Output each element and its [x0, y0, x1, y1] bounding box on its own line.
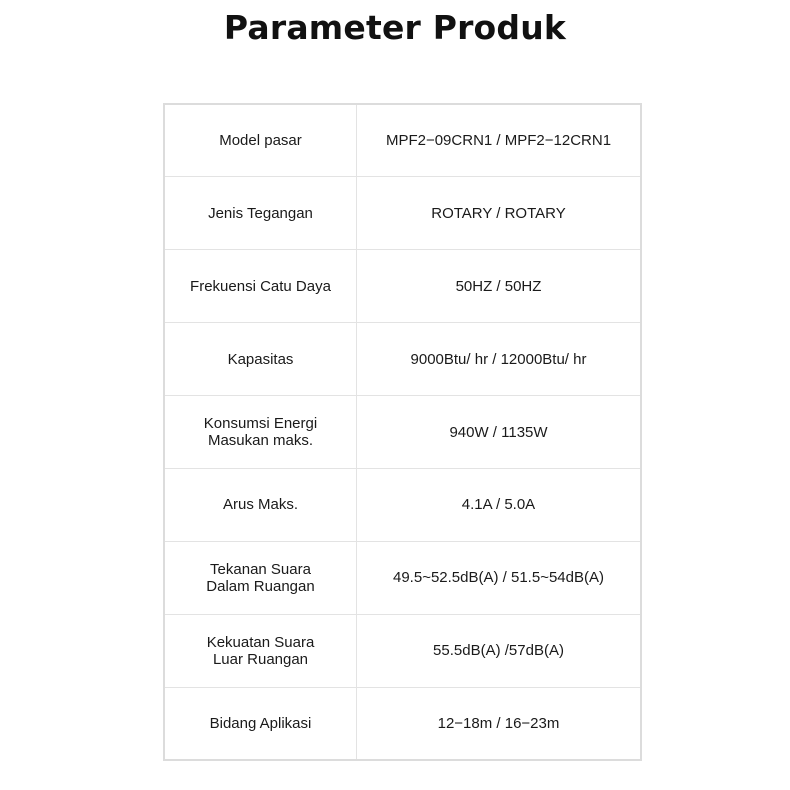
table-row [164, 104, 641, 177]
page-title: Parameter Produk [223, 8, 567, 47]
spec-table [163, 103, 642, 761]
table-row [164, 323, 641, 396]
value-application-area: 12−18m / 16−23m [357, 687, 642, 760]
value-max-current: 4.1A / 5.0A [357, 468, 642, 541]
table-row [164, 396, 641, 469]
label-max-current: Arus Maks. [164, 468, 357, 541]
label-power-consumption: Konsumsi Energi Masukan maks. [164, 396, 357, 469]
table-row [164, 541, 641, 614]
label-outdoor-noise: Kekuatan Suara Luar Ruangan [164, 614, 357, 687]
value-capacity: 9000Btu/ hr / 12000Btu/ hr [357, 323, 642, 396]
label-indoor-noise: Tekanan Suara Dalam Ruangan [164, 541, 357, 614]
table-row [164, 614, 641, 687]
table-row [164, 250, 641, 323]
table-row [164, 468, 641, 541]
value-outdoor-noise: 55.5dB(A) /57dB(A) [357, 614, 642, 687]
value-model: MPF2−09CRN1 / MPF2−12CRN1 [357, 104, 642, 177]
value-voltage-type: ROTARY / ROTARY [357, 177, 642, 250]
table-row [164, 177, 641, 250]
label-frequency: Frekuensi Catu Daya [164, 250, 357, 323]
label-application-area: Bidang Aplikasi [164, 687, 357, 760]
value-frequency: 50HZ / 50HZ [357, 250, 642, 323]
table-row [164, 687, 641, 760]
value-indoor-noise: 49.5~52.5dB(A) / 51.5~54dB(A) [357, 541, 642, 614]
value-power-consumption: 940W / 1135W [357, 396, 642, 469]
label-voltage-type: Jenis Tegangan [164, 177, 357, 250]
label-model: Model pasar [164, 104, 357, 177]
label-capacity: Kapasitas [164, 323, 357, 396]
